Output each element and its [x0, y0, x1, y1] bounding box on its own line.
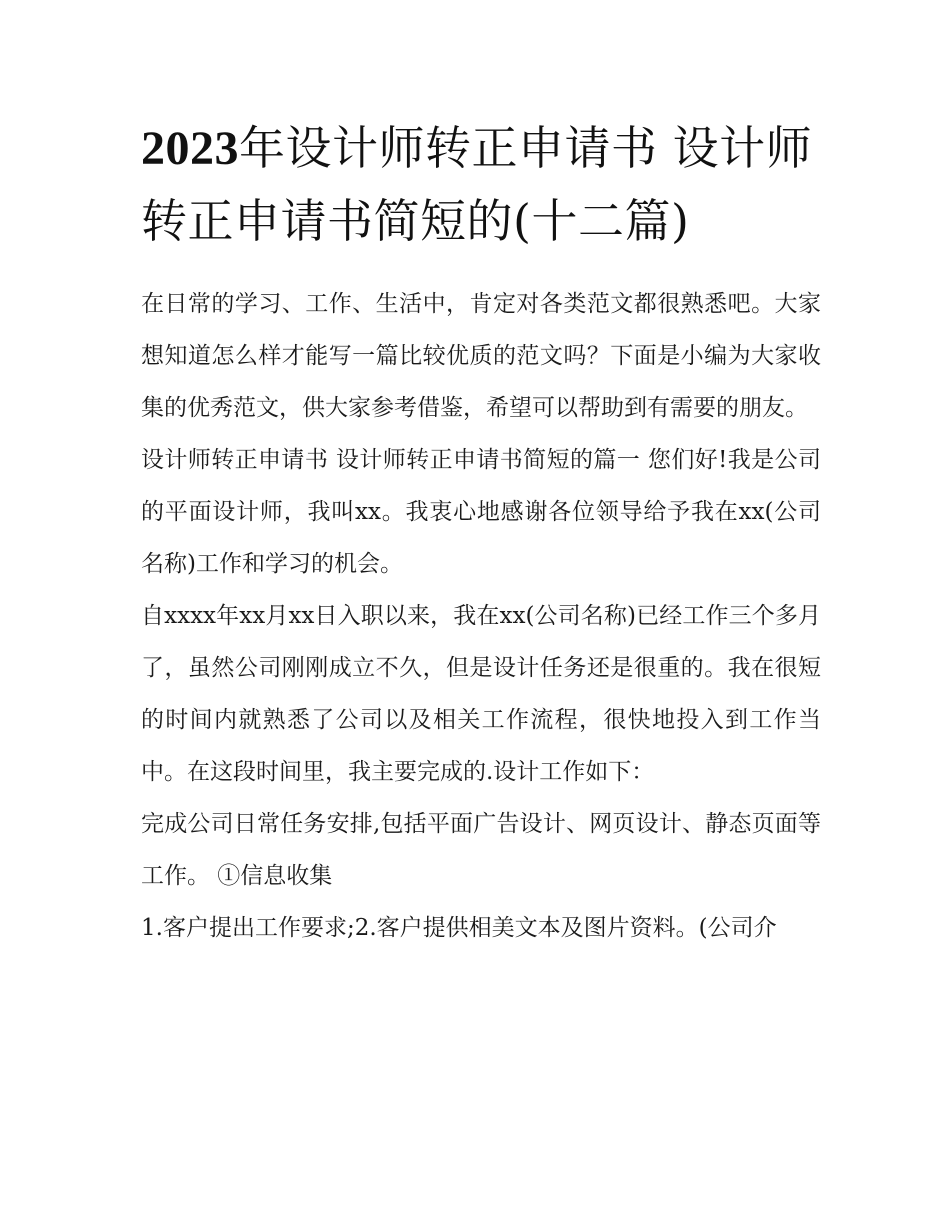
- paragraph-intro: 在日常的学习、工作、生活中，肯定对各类范文都很熟悉吧。大家想知道怎么样才能写一篇比较优质的范文吗？下面是小编为大家收集的优秀范文，供大家参考借鉴，希望可以帮助到有需要的朋友。: [141, 291, 821, 421]
- paragraph-tasks: 完成公司日常任务安排,包括平面广告设计、网页设计、静态页面等工作。 ①信息收集: [141, 811, 821, 889]
- document-content: [141, 112, 821, 954]
- title-text: 年设计师转正申请书 设计师转正申请书简短的(十二篇): [141, 121, 813, 248]
- title-year: 2023: [141, 122, 239, 175]
- paragraph-list-item: 1.客户提出工作要求;2.客户提供相美文本及图片资料。(公司介: [141, 915, 777, 941]
- document-body: [141, 278, 821, 954]
- document-title: [141, 112, 821, 258]
- paragraph-greeting: 设计师转正申请书 设计师转正申请书简短的篇一 您们好!我是公司的平面设计师，我叫xx。我衷心地感谢各位领导给予我在xx(公司名称)工作和学习的机会。: [141, 447, 821, 577]
- paragraph-work-summary: 自xxxx年xx月xx日入职以来，我在xx(公司名称)已经工作三个多月了，虽然公司刚刚成立不久，但是设计任务还是很重的。我在很短的时间内就熟悉了公司以及相关工作流程，很快地投入到工作当中。在这段时间里，我主要完成的.设计工作如下：: [141, 603, 821, 785]
